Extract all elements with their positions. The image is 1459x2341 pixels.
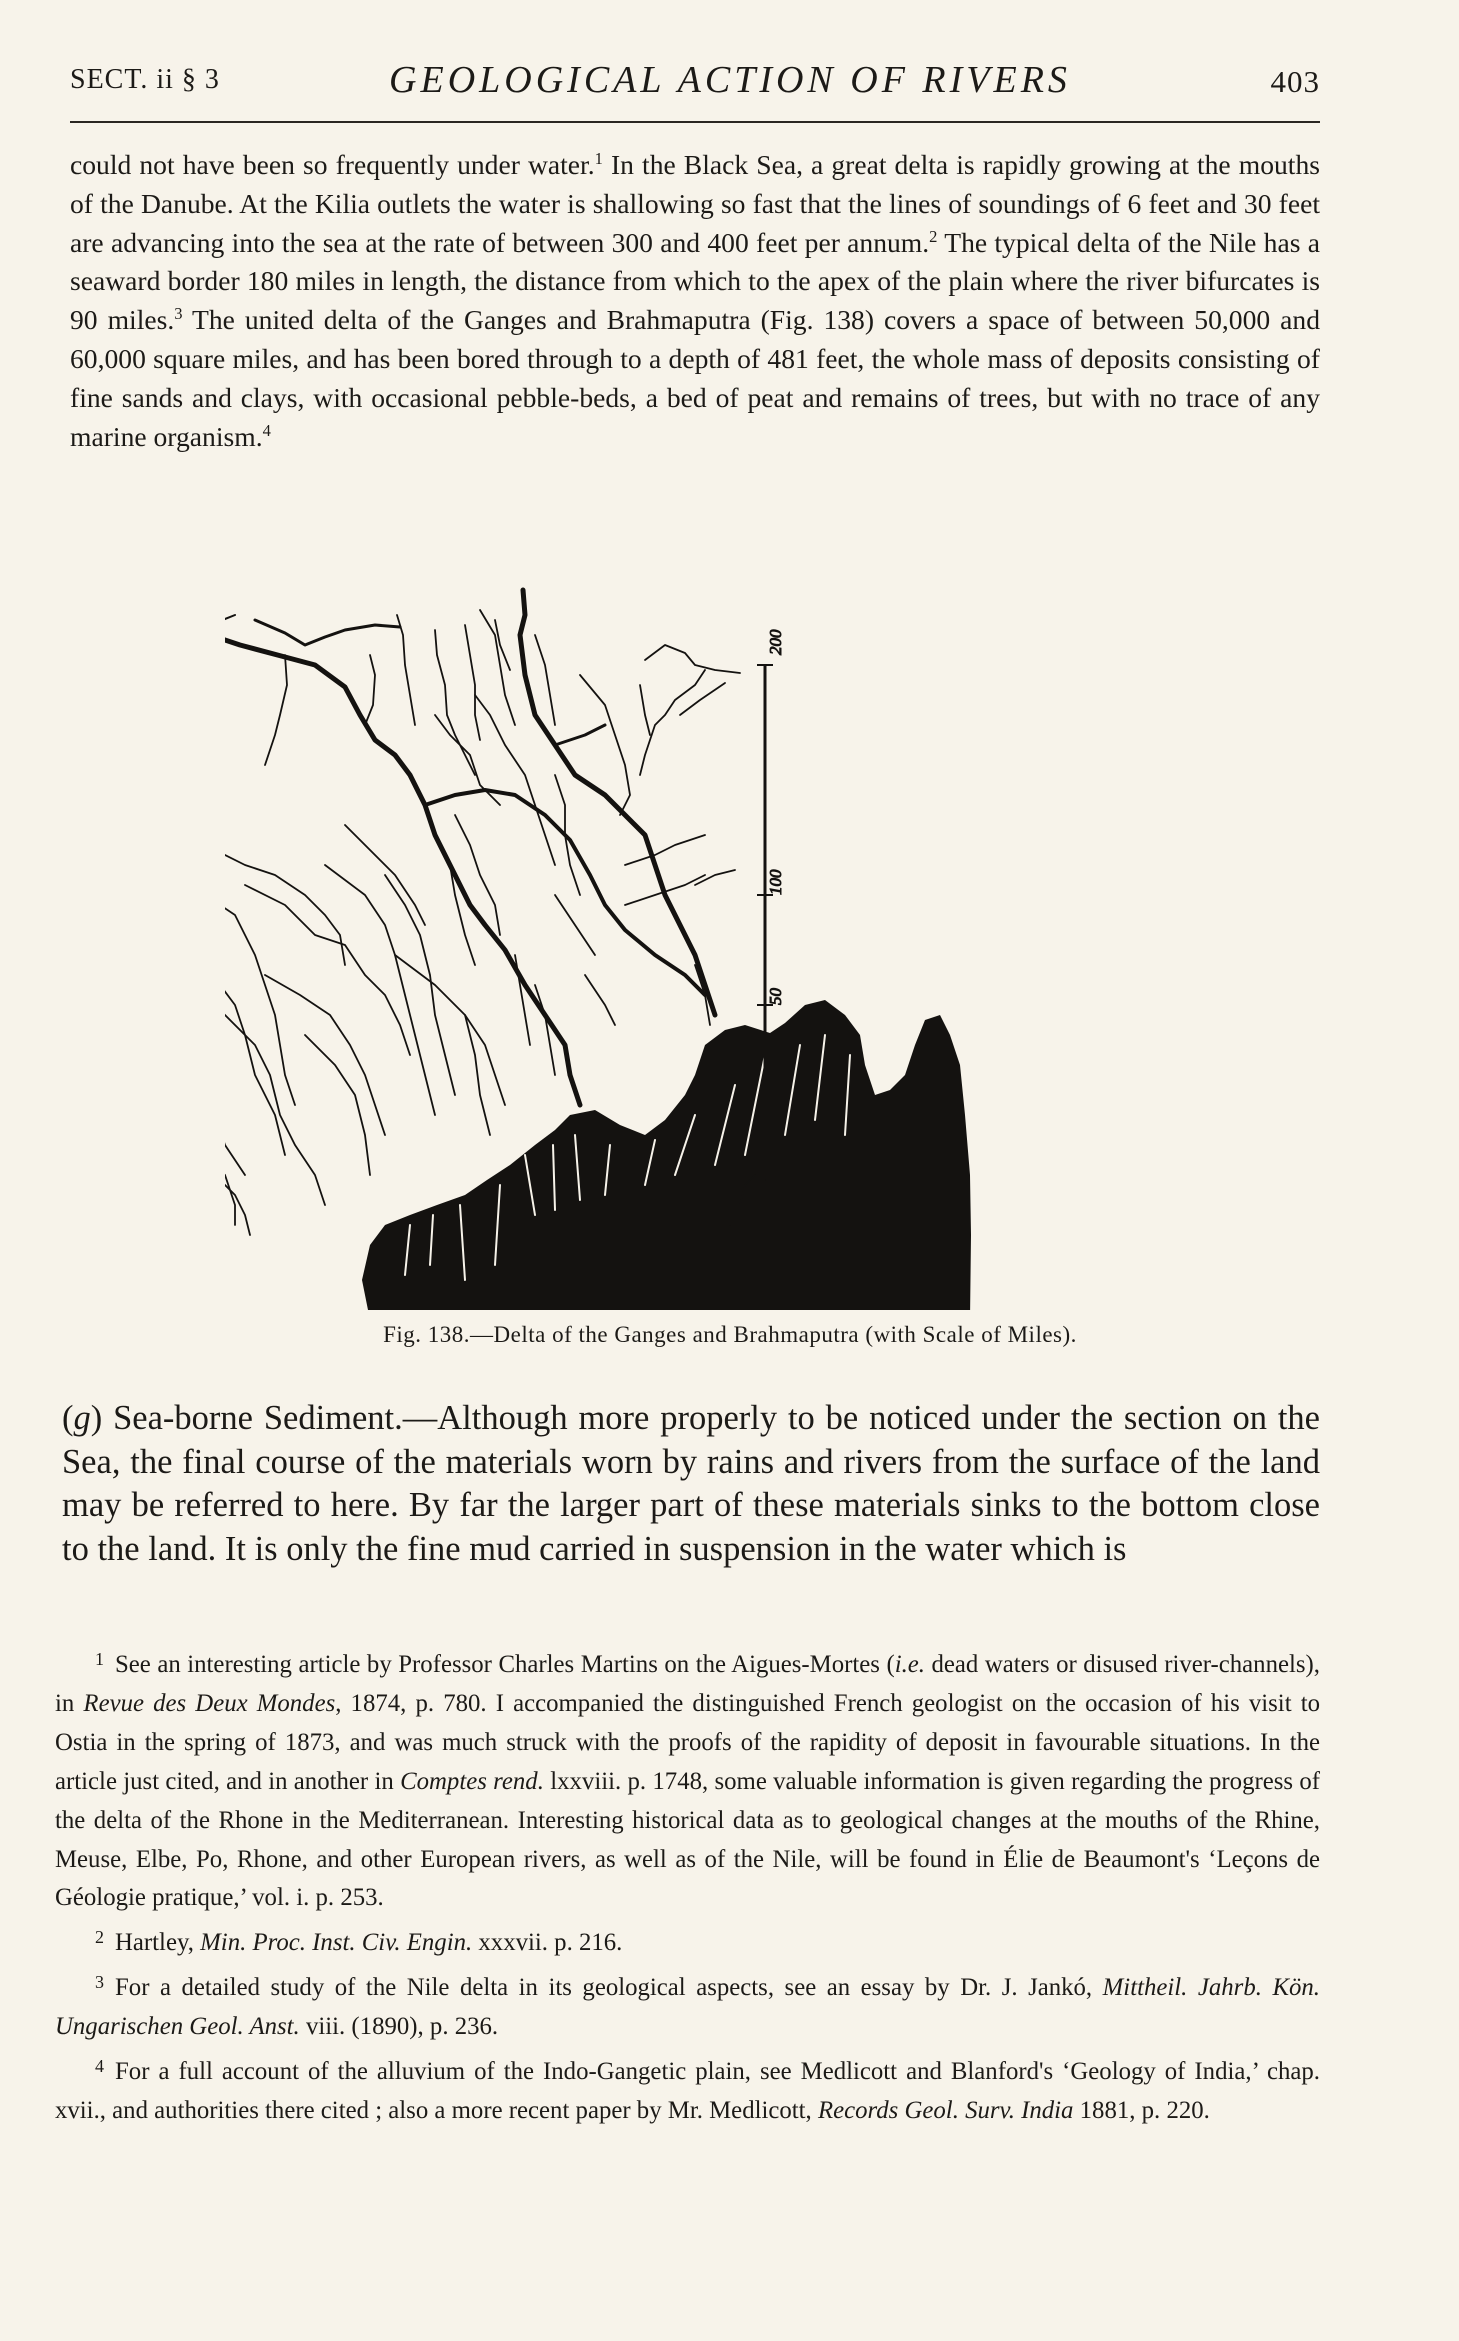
text-run: 1881, p. 220. <box>1073 2096 1210 2124</box>
footnote-ref-1: 1 <box>594 148 603 168</box>
text-run: lxxviii. p. 1748, some valuable information is given regarding the progress of the delta of the Rhone in the Mediterranean. Interesting historical data as to geological changes at the mouths of the Rhine, Meuse, Elbe, Po, Rhone, and other European rivers, as well as of the Nile, will be found in Élie de Beaumont's ‘Leçons de Géologie pratique,’ vol. i. p. 253. <box>55 1767 1320 1912</box>
journal-title: Mittheil. Jahrb. Kön. Ungarischen Geol. Anst. <box>55 1974 1320 2041</box>
chapter-title: GEOLOGICAL ACTION OF RIVERS <box>389 59 1071 101</box>
journal-title: Min. Proc. Inst. Civ. Engin. <box>200 1929 473 1957</box>
text-run: dead waters or disused river-channels), in <box>55 1651 1320 1717</box>
delta-figure <box>225 575 1185 1310</box>
text-run: Hartley, <box>115 1929 201 1957</box>
sea-mass <box>362 1000 971 1310</box>
footnote-2 <box>55 1918 1320 1963</box>
paragraph-sea-borne-sediment <box>62 1397 1320 1571</box>
section-letter: g <box>73 1399 91 1437</box>
section-reference: SECT. ii § 3 <box>70 64 220 95</box>
header-rule <box>70 121 1320 123</box>
journal-title: Comptes rend. <box>400 1767 544 1795</box>
footnote-4 <box>55 2047 1320 2131</box>
footnotes <box>55 1640 1320 2131</box>
scale-label-100: 100 <box>766 869 785 895</box>
footnote-number: 4 <box>95 2056 104 2077</box>
running-header <box>70 58 1320 108</box>
footnote-ref-2: 2 <box>929 226 938 246</box>
text-run: xxxvii. p. 216. <box>472 1929 623 1957</box>
text-run: For a detailed study of the Nile delta in its geological aspects, see an essay by Dr. J. Jankó, <box>115 1974 1103 2002</box>
text-run: could not have been so frequently under water. <box>70 149 595 180</box>
footnote-ref-4: 4 <box>262 420 271 440</box>
text-run: For a full account of the alluvium of the Indo-Gangetic plain, see Medlicott and Blanford's ‘Geology of India,’ chap. xvii., and authorities there cited ; also a more recent paper by Mr. Medlicott, <box>55 2058 1320 2124</box>
footnote-number: 2 <box>95 1927 104 1948</box>
footnote-number: 3 <box>95 1972 104 1993</box>
footnote-number: 1 <box>95 1649 104 1669</box>
text-run: ( <box>62 1399 74 1437</box>
footnote-ref-3: 3 <box>174 304 183 323</box>
scale-label-200: 200 <box>766 629 785 655</box>
text-run: In the Black Sea, a great delta is rapidly growing at the mouths of the Danube. At the Kilia outlets the water is shallowing so fast that the lines of soundings of 6 feet and 30 feet are advancing into the sea at the rate of between 300 and 400 feet per annum. <box>70 149 1320 258</box>
journal-title: Records Geol. Surv. India <box>817 2096 1074 2124</box>
paragraph-delta-examples <box>70 146 1320 456</box>
text-run: The united delta of the Ganges and Brahmaputra (Fig. 138) covers a space of between 50,000 and 60,000 square miles, and has been bored through to a depth of 481 feet, the whole mass of deposits consisting of fine sands and clays, with occasional pebble-beds, a bed of peat and remains of trees, but with no trace of any marine organism. <box>70 304 1320 452</box>
text-run: —Although more properly to be noticed under the section on the Sea, the final course of the materials worn by rains and rivers from the surface of the land may be referred to here. By far the larger part of these materials sinks to the bottom close to the land. It is only the fine mud carried in suspension in the water which is <box>62 1399 1320 1568</box>
figure-caption: Fig. 138.—Delta of the Ganges and Brahmaputra (with Scale of Miles). <box>383 1322 1077 1347</box>
footnote-1 <box>55 1640 1320 1918</box>
text-run: viii. (1890), p. 236. <box>299 2013 499 2041</box>
journal-title: Revue des Deux Mondes <box>83 1689 336 1717</box>
delta-map-illustration <box>225 575 1185 1310</box>
section-heading: ) Sea-borne Sediment. <box>90 1399 403 1437</box>
footnote-3 <box>55 1963 1320 2047</box>
text-run: , 1874, p. 780. I accompanied the distinguished French geologist on the occasion of his visit to Ostia in the spring of 1873, and was much struck with the proofs of the rapidity of deposit in favourable situations. In the article just cited, and in another in <box>55 1689 1320 1795</box>
text-run: The typical delta of the Nile has a seaward border 180 miles in length, the distance from which to the apex of the plain where the river bifurcates is 90 miles. <box>70 226 1320 336</box>
scale-label-50: 50 <box>766 988 785 1005</box>
text-run: See an interesting article by Professor Charles Martins on the Aigues-Mortes ( <box>115 1651 895 1678</box>
page-number: 403 <box>1270 64 1320 99</box>
central-streams <box>265 610 630 1075</box>
italic-run: i.e. <box>894 1651 925 1678</box>
